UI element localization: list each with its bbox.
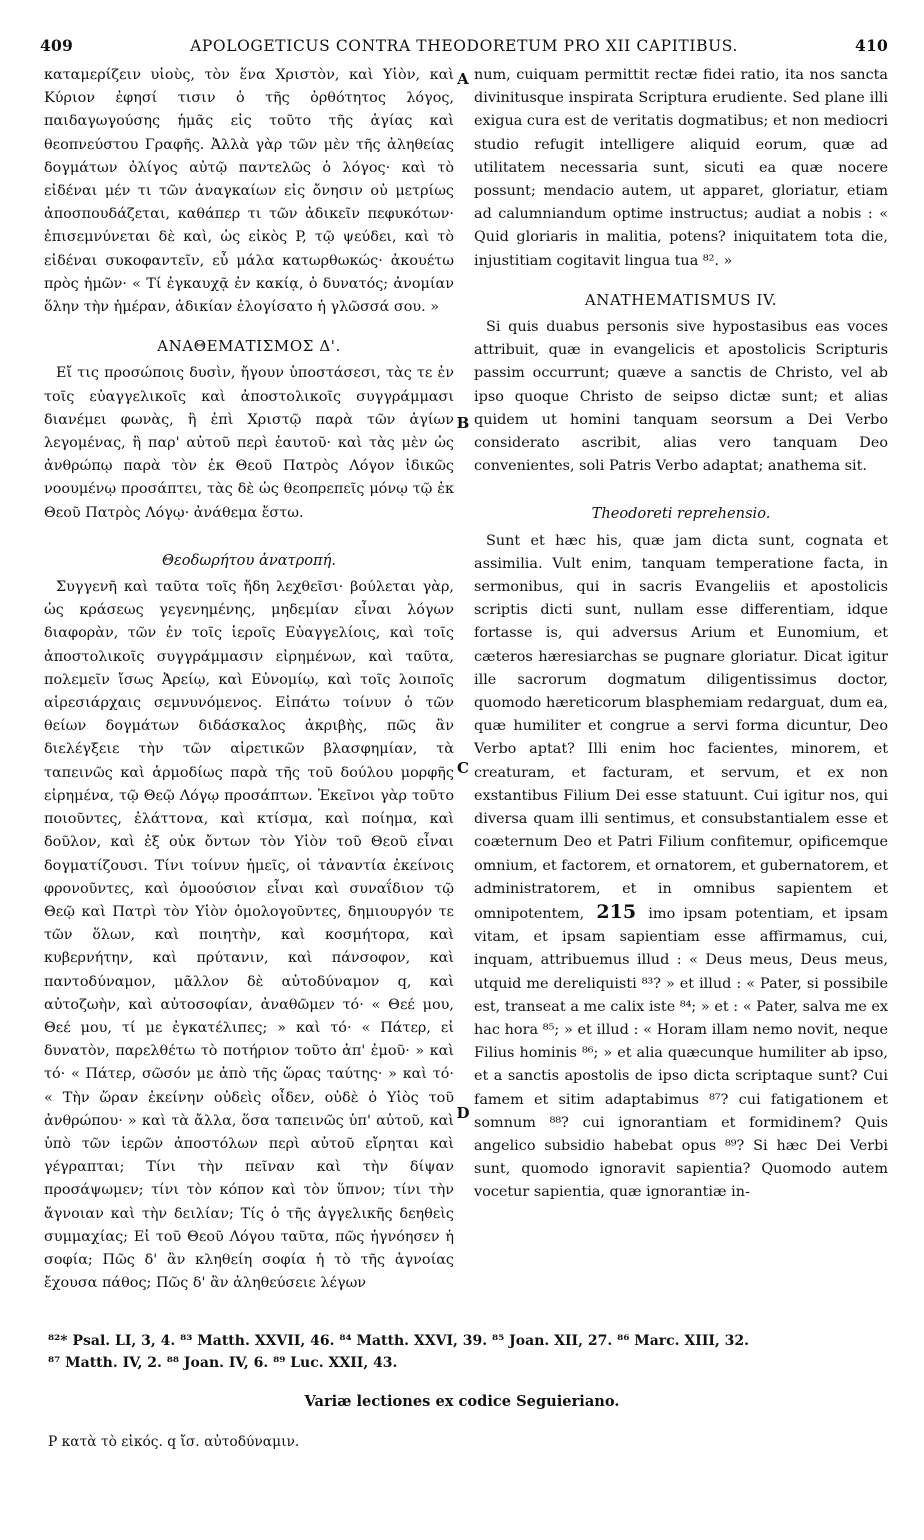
greek-anathematism-heading: ΑΝΑΘΕΜΑΤΙΣΜΟΣ Δ'. [157,337,341,356]
latin-refutation-heading: Theodoreti reprehensio. [591,505,771,523]
margin-letter-c: C [457,759,469,777]
margin-letter-d: D [456,1104,470,1122]
running-head [40,36,888,60]
greek-column [44,64,454,1295]
latin-paragraph-1: num, cuiquam permittit rectæ fidei ratio, ita nos sancta divinitusque inspirata Scriptura erudiente. Sed plane illi exigua cura est de veritatis dogmatibus; et non mediocri studio refugit intelligere aliquid eorum, quæ ad utilitatem necessaria sunt, sicuti ea quæ nocere possunt; mendacio autem, ut apparet, gloriatur, etiam ad calumniandum optime instructus; audiat a nobis : « Quid gloriaris in malitia, potens? iniquitatem tota die, injustitiam cogitavit lingua tua ⁸². » [474,67,888,269]
right-page-number: 410 [855,36,888,55]
footnote-line-1: ⁸²* Psal. LI, 3, 4. ⁸³ Matth. XXVII, 46. ⁸⁴ Matth. XXVI, 39. ⁸⁵ Joan. XII, 27. ⁸⁶ Marc. XIII, 32. [48,1333,750,1349]
latin-paragraph-3-part-2: imo ipsam potentiam, et ipsam vitam, et ipsam sapientiam esse affirmamus, cui, inquam, attribuemus illud : « Deus meus, Deus meus, utquid me dereliquisti ⁸³? » et illud : « Pater, si possibile est, transeat a me calix iste ⁸⁴; » et : « Pater, salva me ex hac hora ⁸⁵; » et illud : « Horam illam nemo novit, neque Filius hominis ⁸⁶; » et alia quæcunque humiliter ab ipso, et a sanctis apostolis de ipso dicta scriptaque sunt? Cui famem et sitim adaptabimus ⁸⁷? cui fatigationem et somnum ⁸⁸? cui ignorantiam et formidinem? Quis angelico subsidio habebat opus ⁸⁹? Si hæc Dei Verbi sunt, quomodo ignoravit sapientia? Quomodo autem vocetur sapientia, quæ ignorantiæ in- [474,905,888,1201]
greek-refutation-heading: Θεοδωρήτου ἀνατροπή. [162,551,336,569]
footnote-line-2: ⁸⁷ Matth. IV, 2. ⁸⁸ Joan. IV, 6. ⁸⁹ Luc. XXII, 43. [48,1355,398,1371]
latin-column [474,64,888,1205]
latin-paragraph-2: Si quis duabus personis sive hypostasibus eas voces attribuit, quæ in evangelicis et apostolicis Scripturis passim occurrunt; quæve a sanctis de Christo, vel ab ipso quoque Christo de seipso dictæ sunt; et alias quidem ut homini tanquam seorsum a Dei Verbo considerato ascribit, alias vero tanquam Deo convenientes, soli Patris Verbo adaptat; anathema sit. [474,319,888,475]
latin-paragraph-3-part-1: Sunt et hæc his, quæ jam dicta sunt, cognata et assimilia. Vult enim, tanquam temperatione facta, in sermonibus, qui in sacris Evangeliis et apostolicis scriptis dicti sunt, nullam esse differentiam, idque fortasse is, qui adversus Arium et Eunomium, et cæteros hæresiarchas se pugnare gloriatur. Dicat igitur ille sacrorum dogmatum diligentissimus doctor, quomodo hæreticorum blasphemiam redarguat, dum ea, quæ humiliter et congrue a servi forma dicuntur, Deo Verbo aptat? Illi enim hoc facientes, minorem, et creaturam, et facturam, et servum, et ex non exstantibus Filium Dei esse statuunt. Cui igitur nos, qui diversa quam illi sentimus, et consubstantialem esse et coæternum Deo et Patri Filium confitemur, opificemque omnium, et factorem, et ornatorem, et gubernatorem, et administratorem, et in omnibus sapientem et omnipotentem, [474,532,888,922]
footnotes [48,1330,888,1374]
greek-paragraph-2: Εἴ τις προσώποις δυσὶν, ἤγουν ὑποστάσεσι, τὰς τε ἐν τοῖς εὐαγγελικοῖς καὶ ἀποστολικοῖς συγγράμμασι διανέμει φωνὰς, ἢ ἐπὶ Χριστῷ παρὰ τῶν ἁγίων λεγομένας, ἢ παρ' αὐτοῦ περὶ ἑαυτοῦ· καὶ τὰς μὲν ὡς ἀνθρώπῳ παρὰ τὸν ἐκ Θεοῦ Πατρὸς Λόγον ἰδικῶς νοουμένῳ προσάπτει, τὰς δὲ ὡς θεοπρεπεῖς μόνῳ τῷ ἐκ Θεοῦ Πατρὸς Λόγῳ· ἀνάθεμα ἔστω. [44,365,454,521]
latin-anathematism-heading: ANATHEMATISMUS IV. [584,290,778,309]
variant-readings-text: P κατὰ τὸ εἰκός. q ἴσ. αὐτοδύναμιν. [48,1434,300,1450]
latin-paragraph-3 [474,530,888,1205]
greek-paragraph-1: καταμερίζειν υἱοὺς, τὸν ἕνα Χριστὸν, καὶ Υἱὸν, καὶ Κύριον ἐφησί τισιν ὁ τῆς ὀρθότητος λόγος, παιδαγωγούσης ἡμᾶς εἰς τοῦτο τῆς ἁγίας καὶ θεοπνεύστου Γραφῆς. Ἀλλὰ γὰρ τῶν μὲν τῆς ἀληθείας δογμάτων ὀλίγος αὐτῷ παντελῶς ὁ λόγος· καὶ τὸ εἰδέναι μέν τι τῶν ἀναγκαίων εἰς ὄνησιν οὐ μετρίως ἀποσπουδάζεται, καθάπερ τι τῶν ἀδικεῖν πεφυκότων· ἐπισεμνύνεται δὲ καὶ, ὡς εἰκὸς P, τῷ ψεύδει, καὶ τὸ εἰδέναι συκοφαντεῖν, εὖ μάλα κατωρθωκώς· ἀκουέτω πρὸς ἡμῶν· « Τί ἐγκαυχᾷ ἐν κακίᾳ, ὁ δυνατός; ἀνομίαν ὅλην τὴν ἡμέραν, ἀδικίαν ἐλογίσατο ἡ γλῶσσά σου. » [44,67,454,316]
variant-readings-title: Variæ lectiones ex codice Seguieriano. [304,1393,620,1410]
column-number: 215 [596,900,637,923]
margin-letter-b: B [456,414,470,432]
running-title: APOLOGETICUS CONTRA THEODORETUM PRO XII CAPITIBUS. [190,37,738,55]
greek-paragraph-3: Συγγενῆ καὶ ταῦτα τοῖς ἤδη λεχθεῖσι· βούλεται γὰρ, ὡς κράσεως γεγενημένης, μηδεμίαν εἶναι λόγων διαφορὰν, τῶν ἐν τοῖς ἱεροῖς Εὐαγγελίοις, καὶ τοῖς ἀποστολικοῖς συγγράμμασιν εἰρημένων, καὶ ταῦτα, πολεμεῖν ἴσως Ἀρείῳ, καὶ Εὐνομίῳ, καὶ τοῖς λοιποῖς αἱρεσιάρχαις σεμνυνόμενος. Εἰπάτω τοίνυν ὁ τῶν θείων δογμάτων διδάσκαλος ἀκριβὴς, πῶς ἂν διελέγξειε τὴν τῶν αἱρετικῶν βλασφημίαν, τὰ ταπεινῶς καὶ ἁρμοδίως παρὰ τῆς τοῦ δούλου μορφῆς εἰρημένα, τῷ Θεῷ Λόγῳ προσάπτων. Ἐκεῖνοι γὰρ τοῦτο ποιοῦντες, ἐλάττονα, καὶ κτίσμα, καὶ ποίημα, καὶ δοῦλον, καὶ ἐξ οὐκ ὄντων τὸν Υἱὸν τοῦ Θεοῦ εἶναι δογματίζουσι. Τίνι τοίνυν ἡμεῖς, οἱ τἀναντία ἐκείνοις φρονοῦντες, καὶ ὁμοούσιον εἶναι καὶ συναΐδιον τῷ Θεῷ καὶ Πατρὶ τὸν Υἱὸν ὁμολογοῦντες, δημιουργόν τε τῶν ὅλων, καὶ ποιητὴν, καὶ κοσμήτορα, καὶ κυβερνήτην, καὶ πρύτανιν, καὶ πάνσοφον, καὶ παντοδύναμον, μᾶλλον δὲ αὐτοδύναμον q, καὶ αὐτοζωὴν, καὶ αὐτοσοφίαν, ἀναθῶμεν τό· « Θεέ μου, Θεέ μου, τί με ἐγκατέλιπες; » καὶ τό· « Πάτερ, εἰ δυνατὸν, παρελθέτω τὸ ποτήριον τοῦτο ἀπ' ἐμοῦ· » καὶ τό· « Πάτερ, σῶσόν με ἀπὸ τῆς ὥρας ταύτης· » καὶ τό· « Τὴν ὥραν ἐκείνην οὐδεὶς οἶδεν, οὐδὲ ὁ Υἱὸς τοῦ ἀνθρώπου· » καὶ τὰ ἄλλα, ὅσα ταπεινῶς ὑπ' αὐτοῦ, καὶ ὑπὸ τῶν ἱερῶν ἀποστόλων περὶ αὐτοῦ εἴρηται καὶ γέγραπται; Τίνι τὴν πεῖναν καὶ τὴν δίψαν προσάψωμεν; τίνι τὸν κόπον καὶ τὸν ὕπνον; τίνι τὴν ἄγνοιαν καὶ τὴν δειλίαν; Τίς ὁ τῆς ἀγγελικῆς δεηθεὶς συμμαχίας; Εἰ τοῦ Θεοῦ Λόγου ταῦτα, πῶς ἠγνόησεν ἡ σοφία; Πῶς δ' ἂν κληθείη σοφία ἡ τὸ τῆς ἀγνοίας ἔχουσα πάθος; Πῶς δ' ἂν ἀληθεύσειε λέγων [44,579,454,1292]
margin-letter-a: A [457,70,469,88]
left-page-number: 409 [40,36,73,55]
